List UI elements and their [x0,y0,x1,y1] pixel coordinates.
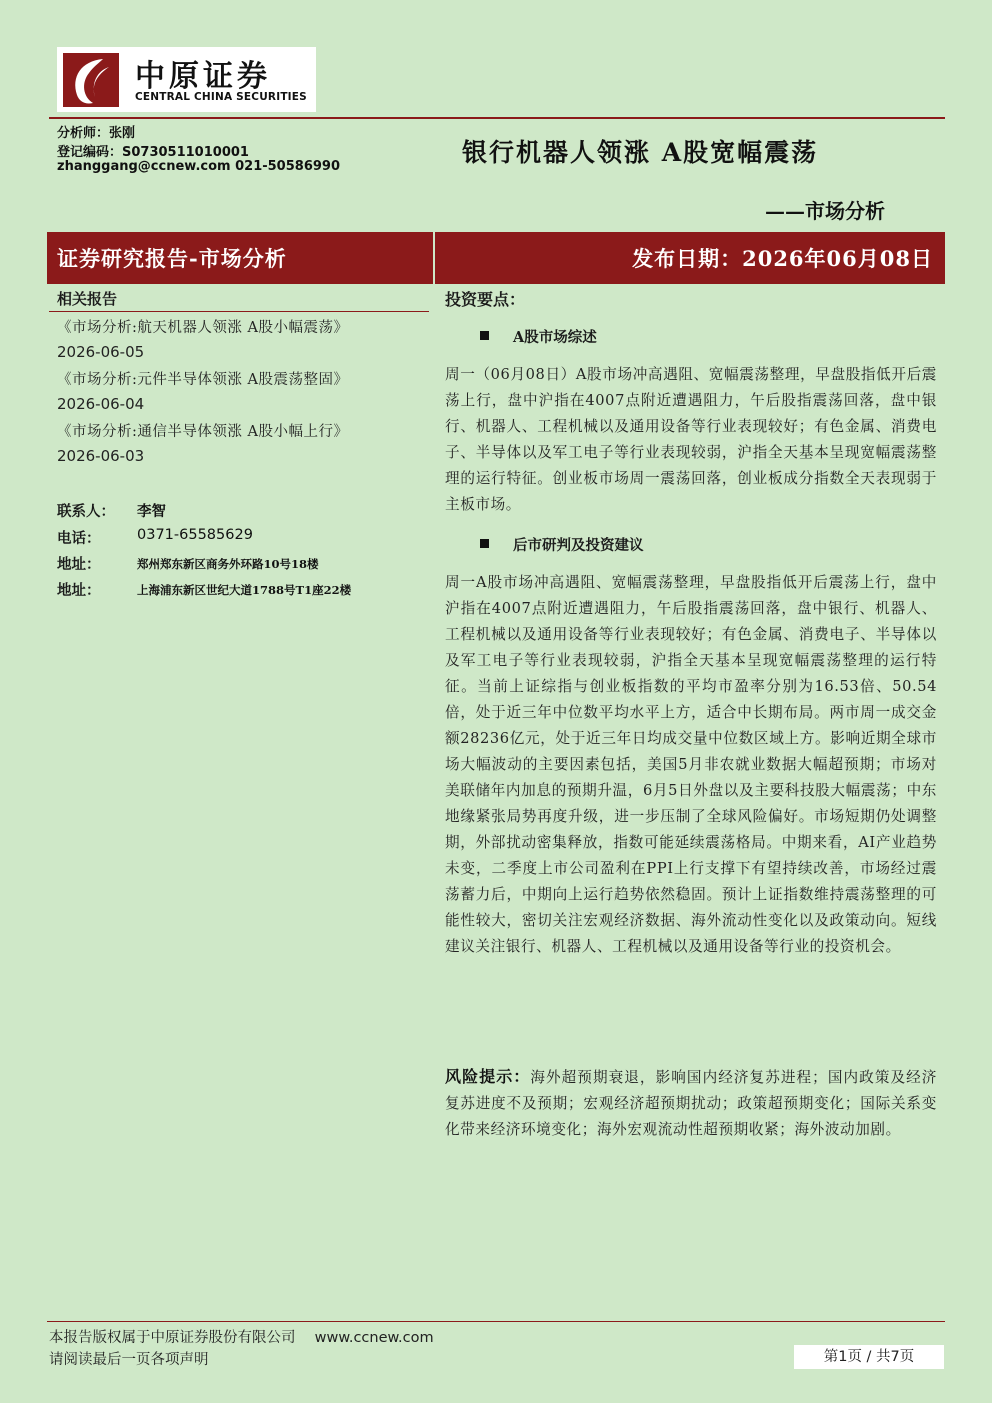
related-report-title[interactable]: 《市场分析:元件半导体领涨 A股震荡整固》 [57,372,349,388]
banner-divider [433,232,435,284]
logo-mark-icon [63,53,119,107]
logo-text-cn: 中原证券 [135,59,271,94]
report-subtitle: ——市场分析 [765,199,885,223]
section-title-market-overview: A股市场综述 [513,329,597,346]
sidebar-divider [49,311,429,312]
contact-address-label: 地址： [57,582,101,599]
related-report-date: 2026-06-03 [57,447,145,465]
contact-phone-label: 电话： [57,530,101,547]
analyst-contact: zhanggang@ccnew.com 021-50586990 [57,159,340,174]
contact-person: 李智 [137,503,166,520]
contact-phone: 0371-65585629 [137,527,253,543]
contact-person-label: 联系人： [57,503,115,520]
contact-address-zhengzhou: 郑州郑东新区商务外环路10号18楼 [137,557,319,571]
logo-text-en: CENTRAL CHINA SECURITIES [135,91,307,103]
risk-warning [445,1064,937,1143]
analyst-registration: 登记编码：S0730511010001 [57,145,249,160]
page-number: 第1页 / 共7页 [794,1345,944,1369]
company-logo [57,47,316,112]
publish-date: 发布日期：2026年06月08日 [632,246,933,271]
footer-copyright: 本报告版权属于中原证券股份有限公司 www.ccnew.com [49,1330,434,1346]
related-report-title[interactable]: 《市场分析:航天机器人领涨 A股小幅震荡》 [57,320,349,336]
footer-divider [47,1321,945,1322]
contact-address-label: 地址： [57,556,101,573]
contact-address-shanghai: 上海浦东新区世纪大道1788号T1座22楼 [137,583,352,597]
market-overview-text: 周一（06月08日）A股市场冲高遇阻、宽幅震荡整理，早盘股指低开后震荡上行，盘中沪指在4007点附近遭遇阻力，午后股指震荡回落，盘中银行、机器人、工程机械以及通用设备等行业表现较好；有色金属、消费电子、半导体以及军工电子等行业表现较弱，沪指全天基本呈现宽幅震荡整理的运行特征。创业板市场周一震荡回落，创业板成分指数全天表现弱于主板市场。 [445,366,937,513]
related-report-date: 2026-06-04 [57,395,145,413]
square-bullet-icon [480,331,489,340]
report-title: 银行机器人领涨 A股宽幅震荡 [462,138,819,167]
section-title-outlook: 后市研判及投资建议 [513,537,644,554]
related-report-date: 2026-06-05 [57,343,145,361]
report-type: 证券研究报告-市场分析 [57,246,287,271]
risk-warning-label: 风险提示： [445,1067,531,1086]
square-bullet-icon [480,539,489,548]
footer-disclaimer-notice: 请阅读最后一页各项声明 [49,1352,209,1368]
header-divider [49,117,945,119]
outlook-text: 周一A股市场冲高遇阻、宽幅震荡整理，早盘股指低开后震荡上行，盘中沪指在4007点附近遭遇阻力，午后股指震荡回落，盘中银行、机器人、工程机械以及通用设备等行业表现较好；有色金属、消费电子、半导体以及军工电子等行业表现较弱，沪指全天基本呈现宽幅震荡整理的运行特征。当前上证综指与创业板指数的平均市盈率分别为16.53倍、50.54倍，处于近三年中位数平均水平上方，适合中长期布局。两市周一成交金额28236亿元，处于近三年日均成交量中位数区域上方。影响近期全球市场大幅波动的主要因素包括，美国5月非农就业数据大幅超预期；市场对美联储年内加息的预期升温，6月5日外盘以及主要科技股大幅震荡；中东地缘紧张局势再度升级，进一步压制了全球风险偏好。市场短期仍处调整期，外部扰动密集释放，指数可能延续震荡格局。中期来看，AI产业趋势未变，二季度上市公司盈利在PPI上行支撑下有望持续改善，市场经过震荡蓄力后，中期向上运行趋势依然稳固。预计上证指数维持震荡整理的可能性较大，密切关注宏观经济数据、海外流动性变化以及政策动向。短线建议关注银行、机器人、工程机械以及通用设备等行业的投资机会。 [445,574,937,955]
risk-warning-text: 海外超预期衰退，影响国内经济复苏进程；国内政策及经济复苏进度不及预期；宏观经济超预期扰动；政策超预期变化；国际关系变化带来经济环境变化；海外宏观流动性超预期收紧；海外波动加剧。 [445,1069,937,1138]
report-banner [47,232,945,284]
related-reports-heading: 相关报告 [57,290,118,308]
investment-highlights-heading: 投资要点： [445,290,526,309]
related-report-title[interactable]: 《市场分析:通信半导体领涨 A股小幅上行》 [57,424,349,440]
analyst-name: 分析师：张刚 [57,126,136,141]
